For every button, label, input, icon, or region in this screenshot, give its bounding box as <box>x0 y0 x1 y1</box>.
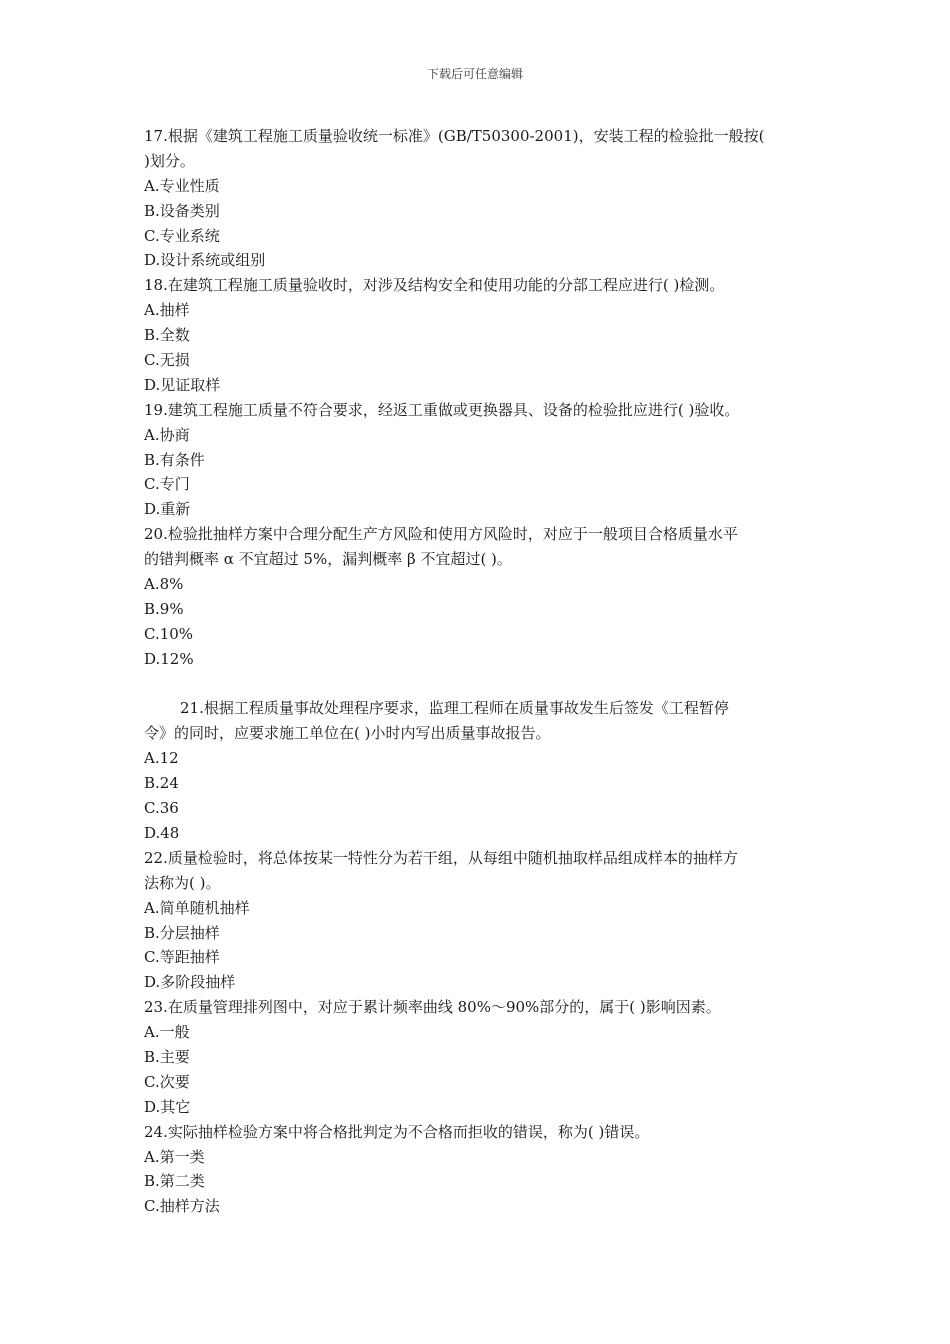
question-19-option-c: C.专门 <box>144 475 190 494</box>
page-header: 下载后可任意编辑 <box>426 67 523 81</box>
question-17-option-a: A.专业性质 <box>144 176 220 195</box>
question-24-option-c: C.抽样方法 <box>144 1197 220 1216</box>
question-20-line-1: 20.检验批抽样方案中合理分配生产方风险和使用方风险时，对应于一般项目合格质量水平 <box>144 525 738 544</box>
question-23-option-c: C.次要 <box>144 1072 190 1091</box>
question-22-option-a: A.简单随机抽样 <box>144 898 250 917</box>
question-23-option-d: D.其它 <box>144 1097 191 1116</box>
question-21-line-1: 21.根据工程质量事故处理程序要求，监理工程师在质量事故发生后签发《工程暂停 <box>180 699 729 718</box>
question-17-line-2: )划分。 <box>144 151 195 170</box>
question-18-option-c: C.无损 <box>144 351 190 370</box>
question-18-text: 18.在建筑工程施工质量验收时，对涉及结构安全和使用功能的分部工程应进行( )检测。 <box>144 276 725 295</box>
question-20-line-2: 的错判概率 α 不宜超过 5%，漏判概率 β 不宜超过( )。 <box>144 550 512 569</box>
question-20-option-b: B.9% <box>144 599 184 618</box>
question-21-option-b: B.24 <box>144 774 179 793</box>
question-24-option-b: B.第二类 <box>144 1172 205 1191</box>
question-17-option-b: B.设备类别 <box>144 201 220 220</box>
question-22-line-1: 22.质量检验时，将总体按某一特性分为若干组，从每组中随机抽取样品组成样本的抽样方 <box>144 848 738 867</box>
question-24-text: 24.实际抽样检验方案中将合格批判定为不合格而拒收的错误，称为( )错误。 <box>144 1122 650 1141</box>
question-22-option-d: D.多阶段抽样 <box>144 973 236 992</box>
question-18-option-b: B.全数 <box>144 326 190 345</box>
question-17-option-c: C.专业系统 <box>144 226 220 245</box>
question-20-option-c: C.10% <box>144 624 194 643</box>
question-21-option-d: D.48 <box>144 823 180 842</box>
document-body <box>144 124 806 1219</box>
question-19-option-a: A.协商 <box>144 425 190 444</box>
question-24-option-a: A.第一类 <box>144 1147 205 1166</box>
question-22-option-b: B.分层抽样 <box>144 923 220 942</box>
question-19-option-d: D.重新 <box>144 500 191 519</box>
question-19-text: 19.建筑工程施工质量不符合要求，经返工重做或更换器具、设备的检验批应进行( )验收。 <box>144 400 740 419</box>
question-18-option-a: A.抽样 <box>144 301 190 320</box>
question-21-option-a: A.12 <box>144 749 179 768</box>
question-23-option-b: B.主要 <box>144 1047 190 1066</box>
question-22-option-c: C.等距抽样 <box>144 948 220 967</box>
question-17-option-d: D.设计系统或组别 <box>144 251 266 270</box>
question-23-text: 23.在质量管理排列图中，对应于累计频率曲线 80%～90%部分的，属于( )影响因素。 <box>144 998 721 1017</box>
question-23-option-a: A.一般 <box>144 1023 190 1042</box>
question-17-line-1: 17.根据《建筑工程施工质量验收统一标准》(GB/T50300-2001)，安装工程的检验批一般按( <box>144 127 765 145</box>
blank-line <box>144 672 806 697</box>
question-21-line-2: 令》的同时，应要求施工单位在( )小时内写出质量事故报告。 <box>144 724 551 743</box>
question-18-option-d: D.见证取样 <box>144 375 221 394</box>
question-20-option-d: D.12% <box>144 649 194 668</box>
question-20-option-a: A.8% <box>144 575 184 594</box>
question-21-option-c: C.36 <box>144 799 179 818</box>
question-19-option-b: B.有条件 <box>144 450 205 469</box>
question-22-line-2: 法称为( )。 <box>144 873 221 892</box>
